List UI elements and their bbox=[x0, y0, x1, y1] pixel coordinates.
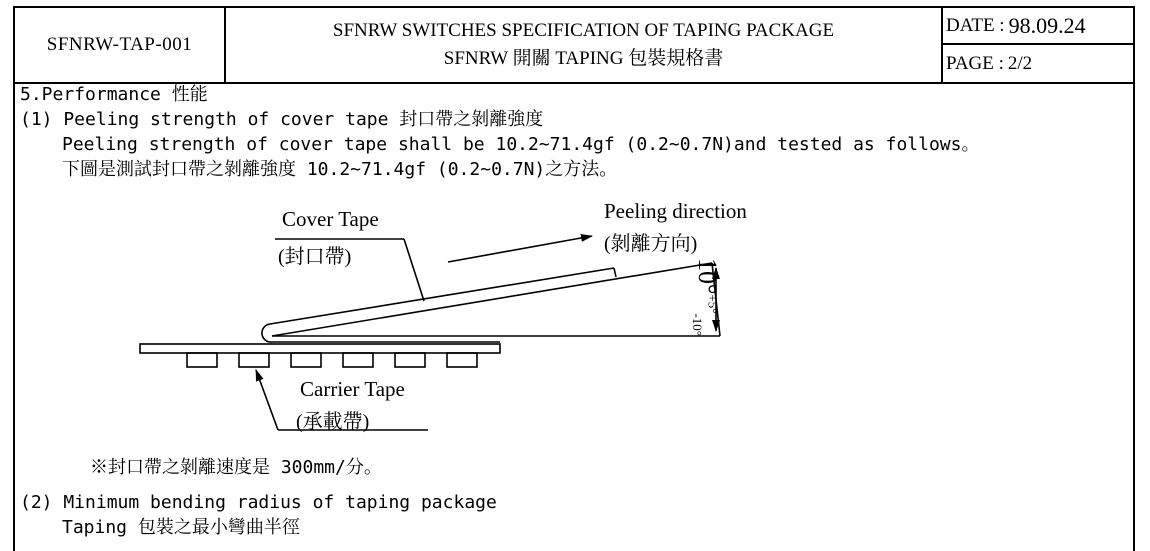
date-value: 98.09.24 bbox=[1008, 12, 1086, 38]
cover-tape-label-zh: (封口帶) bbox=[278, 246, 352, 268]
peeling-direction-label: Peeling direction bbox=[604, 199, 747, 223]
cover-tape-upper bbox=[262, 268, 614, 342]
item2-title: (2) Minimum bending radius of taping package bbox=[20, 492, 497, 513]
cover-tape-leader bbox=[404, 239, 424, 301]
carrier-pocket bbox=[447, 353, 477, 367]
item1-line-en: Peeling strength of cover tape shall be 10.2~71.4gf (0.2~0.7N)and tested as follows。 bbox=[62, 134, 980, 155]
carrier-pockets bbox=[187, 353, 477, 367]
peel-angle-value: 10° bbox=[693, 258, 722, 295]
peel-angle-tolerance-plus: +5° bbox=[705, 294, 721, 314]
peel-angle-tolerance-minus: -10° bbox=[689, 313, 705, 336]
peel-speed-note: ※封口帶之剝離速度是 300mm/分。 bbox=[90, 457, 382, 478]
cover-tape-label: Cover Tape bbox=[282, 207, 379, 231]
carrier-tape-leader bbox=[256, 370, 278, 430]
item1-line-zh: 下圖是測試封口帶之剝離強度 10.2~71.4gf (0.2~0.7N)之方法。 bbox=[62, 159, 618, 180]
carrier-pocket bbox=[239, 353, 269, 367]
carrier-pocket bbox=[187, 353, 217, 367]
date-label: DATE : bbox=[946, 14, 1005, 36]
page-label: PAGE : bbox=[946, 52, 1004, 74]
peel-angle-label bbox=[689, 258, 722, 336]
carrier-tape-label-zh: (承載帶) bbox=[296, 411, 370, 433]
carrier-pocket bbox=[343, 353, 373, 367]
item1-title: (1) Peeling strength of cover tape 封口帶之剝離強度 bbox=[20, 109, 544, 130]
item2-line-zh: Taping 包裝之最小彎曲半徑 bbox=[62, 517, 300, 538]
carrier-tape-strip bbox=[140, 344, 500, 353]
carrier-pocket bbox=[395, 353, 425, 367]
title-zh: SFNRW 開關 TAPING 包裝規格書 bbox=[443, 48, 724, 69]
peeling-direction-arrow bbox=[448, 236, 592, 262]
cover-tape-end bbox=[614, 268, 616, 277]
cover-tape-peeled bbox=[272, 263, 712, 336]
title-en: SFNRW SWITCHES SPECIFICATION OF TAPING PACKAGE bbox=[332, 20, 835, 41]
section-heading: 5.Performance 性能 bbox=[20, 84, 208, 105]
carrier-pocket bbox=[291, 353, 321, 367]
page-value: 2/2 bbox=[1007, 52, 1033, 74]
carrier-tape-label: Carrier Tape bbox=[300, 377, 405, 401]
peeling-direction-label-zh: (剝離方向) bbox=[604, 233, 698, 255]
doc-code: SFNRW-TAP-001 bbox=[46, 34, 193, 55]
